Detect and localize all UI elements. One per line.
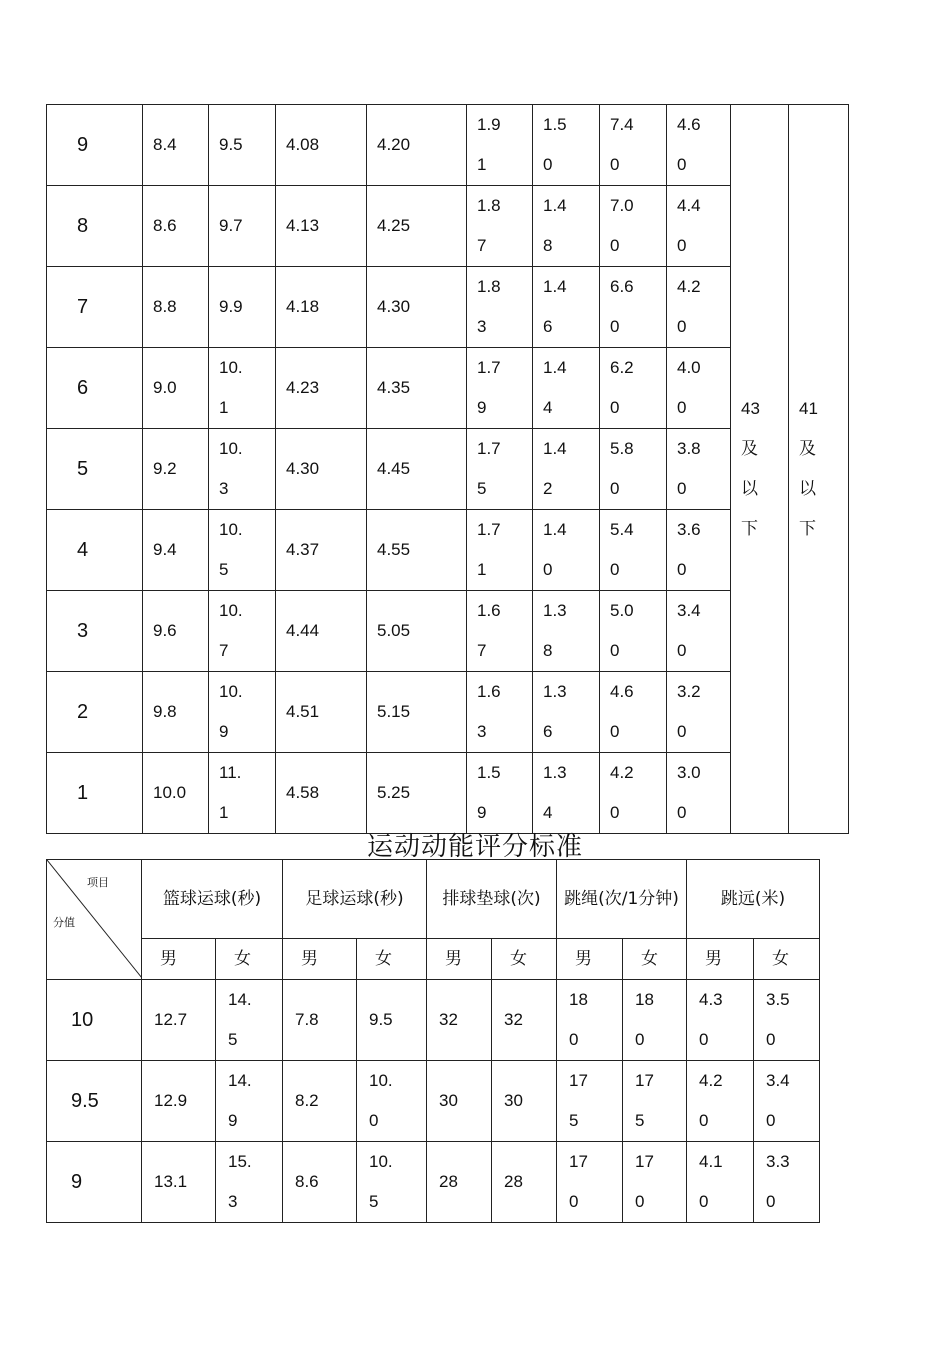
value-cell: 3.40: [667, 591, 731, 672]
gender-female-cell: 女: [216, 939, 283, 980]
value-cell: 9.0: [143, 348, 209, 429]
value-cell: 1.38: [533, 591, 600, 672]
value-cell: 4.10: [687, 1142, 754, 1223]
value-cell: 4.60: [600, 672, 667, 753]
table-row: [47, 1061, 820, 1142]
value-cell: 8.4: [143, 105, 209, 186]
gender-female-cell: 女: [492, 939, 557, 980]
table-row: [47, 429, 849, 510]
value-cell: 4.30: [367, 267, 467, 348]
corner-item-label: 项目: [87, 876, 109, 889]
value-cell: 5.25: [367, 753, 467, 834]
header-jumprope: 跳绳(次/1分钟): [557, 860, 687, 939]
value-cell: 4.30: [687, 980, 754, 1061]
header-volleyball: 排球垫球(次): [427, 860, 557, 939]
value-cell: 9.7: [209, 186, 276, 267]
value-cell: 3.80: [667, 429, 731, 510]
value-cell: 4.40: [667, 186, 731, 267]
value-cell: 1.40: [533, 510, 600, 591]
value-cell: 4.25: [367, 186, 467, 267]
table-row: [47, 591, 849, 672]
value-cell: 8.8: [143, 267, 209, 348]
value-cell: 4.51: [276, 672, 367, 753]
value-cell: 9.5: [357, 980, 427, 1061]
value-cell: 1.42: [533, 429, 600, 510]
gender-male-cell: 男: [283, 939, 357, 980]
value-cell: 3.20: [667, 672, 731, 753]
value-cell: 7.00: [600, 186, 667, 267]
value-cell: 10.5: [209, 510, 276, 591]
value-cell: 5.80: [600, 429, 667, 510]
value-cell: 12.7: [142, 980, 216, 1061]
value-cell: 4.55: [367, 510, 467, 591]
value-cell: 4.30: [276, 429, 367, 510]
value-cell: 1.46: [533, 267, 600, 348]
score-cell: 4: [47, 510, 143, 591]
table-row: [47, 267, 849, 348]
gender-female-cell: 女: [357, 939, 427, 980]
value-cell: 9.6: [143, 591, 209, 672]
value-cell: 30: [492, 1061, 557, 1142]
value-cell: 9.4: [143, 510, 209, 591]
value-cell: 4.45: [367, 429, 467, 510]
value-cell: 10.0: [143, 753, 209, 834]
value-cell: 11.1: [209, 753, 276, 834]
value-cell: 1.63: [467, 672, 533, 753]
value-cell: 9.9: [209, 267, 276, 348]
score-cell: 2: [47, 672, 143, 753]
gender-male-cell: 男: [557, 939, 623, 980]
value-cell: 4.13: [276, 186, 367, 267]
value-cell: 30: [427, 1061, 492, 1142]
value-cell: 1.87: [467, 186, 533, 267]
gender-male-cell: 男: [427, 939, 492, 980]
value-cell: 32: [427, 980, 492, 1061]
value-cell: 8.2: [283, 1061, 357, 1142]
value-cell: 10.3: [209, 429, 276, 510]
score-cell: 9: [47, 1142, 142, 1223]
header-basketball: 篮球运球(秒): [142, 860, 283, 939]
value-cell: 4.20: [600, 753, 667, 834]
score-cell: 5: [47, 429, 143, 510]
value-cell: 9.8: [143, 672, 209, 753]
value-cell: 1.34: [533, 753, 600, 834]
value-cell: 4.35: [367, 348, 467, 429]
table-row: [47, 186, 849, 267]
value-cell: 1.71: [467, 510, 533, 591]
value-cell: 8.6: [143, 186, 209, 267]
gender-male-cell: 男: [142, 939, 216, 980]
value-cell: 1.83: [467, 267, 533, 348]
value-cell: 3.00: [667, 753, 731, 834]
value-cell: 9.5: [209, 105, 276, 186]
value-cell: 175: [623, 1061, 687, 1142]
header-football: 足球运球(秒): [283, 860, 427, 939]
value-cell: 4.60: [667, 105, 731, 186]
score-cell: 7: [47, 267, 143, 348]
score-cell: 9.5: [47, 1061, 142, 1142]
value-cell: 4.08: [276, 105, 367, 186]
value-cell: 10.1: [209, 348, 276, 429]
value-cell: 180: [557, 980, 623, 1061]
value-cell: 10.9: [209, 672, 276, 753]
score-cell: 6: [47, 348, 143, 429]
value-cell: 1.79: [467, 348, 533, 429]
span-cell-male: 43及以下: [731, 105, 789, 834]
score-cell: 8: [47, 186, 143, 267]
value-cell: 1.75: [467, 429, 533, 510]
value-cell: 4.20: [367, 105, 467, 186]
value-cell: 4.58: [276, 753, 367, 834]
table-row: [47, 348, 849, 429]
value-cell: 32: [492, 980, 557, 1061]
value-cell: 8.6: [283, 1142, 357, 1223]
value-cell: 170: [557, 1142, 623, 1223]
value-cell: 6.20: [600, 348, 667, 429]
header-longjump: 跳远(米): [687, 860, 820, 939]
value-cell: 13.1: [142, 1142, 216, 1223]
value-cell: 170: [623, 1142, 687, 1223]
value-cell: 1.36: [533, 672, 600, 753]
table-row: [47, 980, 820, 1061]
value-cell: 3.50: [754, 980, 820, 1061]
page-title: 运动动能评分标准: [366, 832, 583, 862]
value-cell: 15.3: [216, 1142, 283, 1223]
gender-male-cell: 男: [687, 939, 754, 980]
value-cell: 14.5: [216, 980, 283, 1061]
table-row: [47, 1142, 820, 1223]
score-cell: 9: [47, 105, 143, 186]
value-cell: 3.40: [754, 1061, 820, 1142]
score-cell: 1: [47, 753, 143, 834]
gender-female-cell: 女: [623, 939, 687, 980]
score-table-sports: [46, 859, 820, 1223]
value-cell: 1.91: [467, 105, 533, 186]
value-cell: 1.50: [533, 105, 600, 186]
score-table-upper: [46, 104, 849, 834]
value-cell: 14.9: [216, 1061, 283, 1142]
gender-female-cell: 女: [754, 939, 820, 980]
value-cell: 6.60: [600, 267, 667, 348]
value-cell: 1.67: [467, 591, 533, 672]
value-cell: 1.48: [533, 186, 600, 267]
value-cell: 4.23: [276, 348, 367, 429]
span-cell-female: 41及以下: [789, 105, 849, 834]
value-cell: 4.18: [276, 267, 367, 348]
value-cell: 10.5: [357, 1142, 427, 1223]
value-cell: 4.44: [276, 591, 367, 672]
score-cell: 3: [47, 591, 143, 672]
value-cell: 5.05: [367, 591, 467, 672]
corner-score-label: 分值: [53, 916, 75, 929]
value-cell: 7.8: [283, 980, 357, 1061]
value-cell: 10.7: [209, 591, 276, 672]
score-cell: 10: [47, 980, 142, 1061]
value-cell: 10.0: [357, 1061, 427, 1142]
table-row: [47, 510, 849, 591]
value-cell: 9.2: [143, 429, 209, 510]
corner-header-cell: [47, 860, 142, 980]
value-cell: 5.40: [600, 510, 667, 591]
value-cell: 5.15: [367, 672, 467, 753]
value-cell: 4.00: [667, 348, 731, 429]
value-cell: 5.00: [600, 591, 667, 672]
value-cell: 4.37: [276, 510, 367, 591]
value-cell: 4.20: [687, 1061, 754, 1142]
value-cell: 1.44: [533, 348, 600, 429]
value-cell: 28: [492, 1142, 557, 1223]
value-cell: 175: [557, 1061, 623, 1142]
table-row: [47, 753, 849, 834]
value-cell: 1.59: [467, 753, 533, 834]
table-row: [47, 672, 849, 753]
value-cell: 180: [623, 980, 687, 1061]
value-cell: 7.40: [600, 105, 667, 186]
value-cell: 28: [427, 1142, 492, 1223]
value-cell: 12.9: [142, 1061, 216, 1142]
value-cell: 3.60: [667, 510, 731, 591]
value-cell: 4.20: [667, 267, 731, 348]
value-cell: 3.30: [754, 1142, 820, 1223]
table-row: [47, 105, 849, 186]
